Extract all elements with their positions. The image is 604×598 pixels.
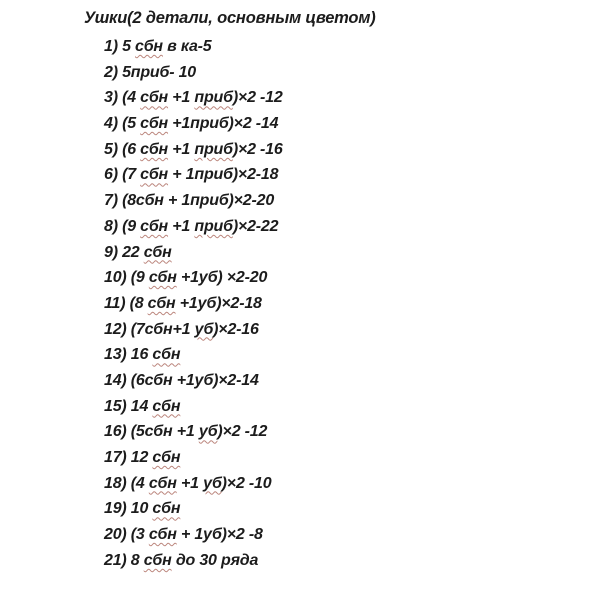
line-text: 12) (7сбн+1: [104, 320, 195, 338]
pattern-line: [104, 317, 604, 343]
misspelled-word: сбн: [148, 474, 177, 492]
document-title: Ушки(2 детали, основным цветом): [84, 9, 376, 27]
pattern-line: [104, 291, 604, 317]
line-text: )×2 -12: [232, 89, 283, 107]
misspelled-word: сбн: [148, 269, 177, 287]
line-text: 10) (9: [104, 269, 149, 287]
pattern-line: [104, 85, 604, 111]
line-text: +1: [168, 89, 195, 107]
line-text: +1приб)×2 -14: [168, 115, 279, 133]
misspelled-word: сбн: [135, 38, 163, 55]
line-text: 19) 10: [104, 500, 153, 518]
line-text: в ка-5: [162, 38, 212, 55]
misspelled-word: сбн: [140, 89, 169, 107]
pattern-line: [104, 137, 604, 163]
misspelled-word: сбн: [140, 115, 169, 133]
line-text: 4) (5: [104, 115, 141, 133]
pattern-line: [104, 496, 604, 522]
pattern-line: [104, 60, 604, 86]
line-text: 18) (4: [104, 474, 149, 492]
misspelled-word: сбн: [152, 346, 181, 364]
pattern-line: [104, 240, 604, 266]
pattern-line-list: [104, 34, 604, 573]
pattern-line: [104, 342, 604, 368]
line-text: 16) (5сбн +1: [104, 423, 199, 441]
pattern-line: [104, 471, 604, 497]
pattern-line: [104, 548, 604, 574]
line-text: 21) 8: [104, 551, 144, 569]
misspelled-word: сбн: [152, 449, 181, 466]
line-text: 15) 14: [104, 397, 153, 415]
line-text: 20) (3: [104, 526, 149, 544]
line-text: )×2 -10: [221, 474, 272, 492]
line-text: 14) (6сбн +1уб)×2-14: [104, 371, 259, 389]
line-text: 17) 12: [104, 449, 153, 466]
misspelled-word: приб: [194, 217, 233, 235]
line-text: 9) 22: [104, 243, 144, 261]
misspelled-word: сбн: [140, 217, 169, 235]
pattern-line: [104, 445, 604, 471]
line-text: + 1приб)×2-18: [168, 166, 279, 184]
line-text: 7) (8сбн + 1приб)×2-20: [104, 192, 275, 210]
pattern-line: [104, 265, 604, 291]
line-text: )×2 -16: [232, 140, 283, 158]
line-text: +1уб)×2-18: [175, 294, 262, 312]
misspelled-word: сбн: [148, 526, 177, 544]
line-text: +1: [168, 217, 195, 235]
misspelled-word: уб: [194, 320, 214, 338]
pattern-line: [104, 368, 604, 394]
misspelled-word: уб: [198, 423, 218, 441]
misspelled-word: сбн: [152, 500, 181, 518]
line-text: +1уб) ×2-20: [176, 269, 268, 287]
misspelled-word: сбн: [147, 294, 176, 312]
line-text: 3) (4: [104, 89, 141, 107]
misspelled-word: сбн: [143, 243, 172, 261]
misspelled-word: приб: [194, 140, 233, 158]
pattern-line: [104, 214, 604, 240]
line-text: 6) (7: [104, 166, 141, 184]
misspelled-word: сбн: [143, 551, 172, 569]
line-text: 13) 16: [104, 346, 153, 364]
line-text: 11) (8: [104, 294, 148, 312]
misspelled-word: сбн: [140, 166, 169, 184]
line-text: + 1уб)×2 -8: [176, 526, 263, 544]
misspelled-word: уб: [203, 474, 222, 492]
line-text: +1: [176, 474, 204, 492]
line-text: 1) 5: [104, 38, 136, 55]
pattern-line: [104, 419, 604, 445]
pattern-line: [104, 34, 604, 60]
line-text: )×2 -12: [217, 423, 268, 441]
line-text: )×2-16: [213, 320, 259, 338]
line-text: до 30 ряда: [171, 551, 259, 569]
line-text: )×2-22: [232, 217, 279, 235]
misspelled-word: сбн: [140, 140, 169, 158]
misspelled-word: сбн: [152, 397, 181, 415]
line-text: +1: [168, 140, 195, 158]
pattern-line: [104, 394, 604, 420]
misspelled-word: приб: [194, 89, 233, 107]
pattern-line: [104, 522, 604, 548]
pattern-line: [104, 111, 604, 137]
pattern-line: [104, 162, 604, 188]
line-text: 2) 5приб- 10: [104, 63, 196, 81]
line-text: 8) (9: [104, 217, 141, 235]
line-text: 5) (6: [104, 140, 141, 158]
pattern-line: [104, 188, 604, 214]
